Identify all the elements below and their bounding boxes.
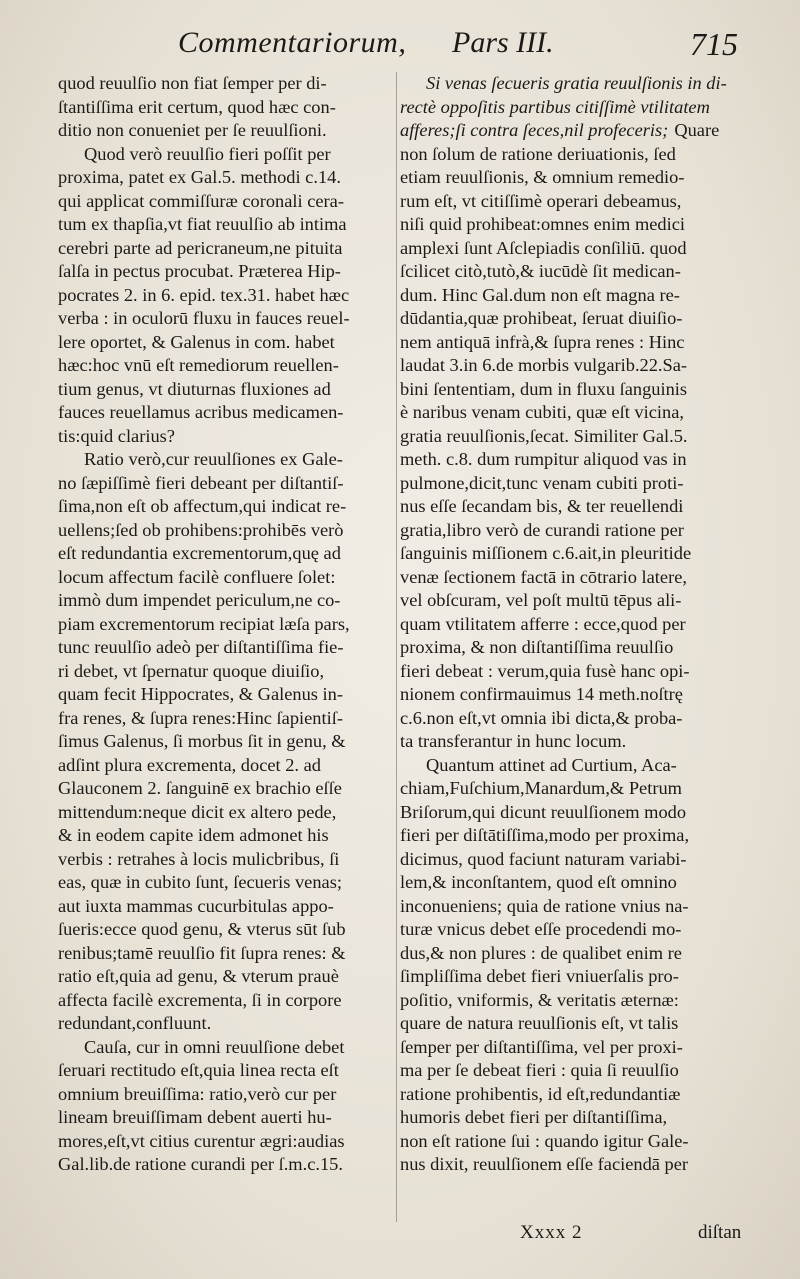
paragraph — [58, 1036, 392, 1177]
text-line: ſcilicet citò,tutò,& iucūdè ſit medican- — [400, 261, 681, 281]
signature-mark: Xxxx 2 — [520, 1222, 583, 1243]
text-line: & in eodem capite idem admonet his — [58, 825, 329, 845]
text-line: dicimus, quod faciunt naturam variabi- — [400, 848, 687, 869]
text-line: bini ſententiam, dum in fluxu ſanguinis — [400, 378, 688, 399]
page-header — [0, 18, 800, 68]
text-line: quod reuulſio non fiat ſemper per di- — [58, 73, 327, 93]
text-line: ſeruari rectitudo eſt,quia linea recta eſt — [58, 1060, 339, 1080]
paragraph — [58, 143, 392, 449]
text-line: ratione prohibentis, id eſt,redundantiæ — [400, 1083, 681, 1104]
text-line: mittendum:neque dicit ex altero pede, — [58, 801, 337, 822]
text-line: fieri debeat : verum,quia fusè hanc opi- — [400, 660, 690, 681]
text-line: ſemper per diſtantiſſima, vel per proxi- — [400, 1036, 683, 1057]
text-line: inconueniens; quia de ratione vnius na- — [400, 895, 689, 916]
page-footer — [0, 1222, 800, 1252]
text-line: fauces reuellamus acribus medicamen- — [58, 402, 344, 422]
right-column — [400, 72, 756, 1177]
text-line: humoris debet fieri per diſtantiſſima, — [400, 1107, 668, 1127]
text-line: Quare — [674, 120, 720, 140]
text-line: afferes;ſi contra ſeces,nil profeceris; — [400, 120, 669, 140]
text-line: ſimpliſſima debet fieri vniuerſalis pro- — [400, 966, 679, 986]
text-line: proxima, & non diſtantiſſima reuulſio — [400, 637, 674, 657]
text-line: etiam reuulſionis, & omnium remedio- — [400, 167, 685, 187]
paragraph — [58, 72, 392, 143]
text-line: Quod verò reuulſio fieri poſſit per — [84, 143, 331, 164]
text-line: pulmone,dicit,tunc venam cubiti proti- — [400, 472, 684, 493]
text-line: ſimus Galenus, ſi morbus ſit in genu, & — [58, 731, 346, 751]
running-title: Commentariorum, — [178, 26, 407, 59]
text-line: affecta facilè excrementa, ſi in corpore — [58, 989, 342, 1010]
text-line: ſanguinis miſſionem c.6.ait,in pleuritide — [400, 543, 692, 563]
part-label: Pars III. — [452, 26, 554, 59]
text-line: eas, quæ in cubito ſunt, ſecueris venas; — [58, 872, 342, 892]
text-line: turæ vnicus debet eſſe procedendi mo- — [400, 919, 682, 939]
text-line: ta transferantur in hunc locum. — [400, 731, 627, 751]
text-line: qui applicat commiſſuræ coronali cera- — [58, 190, 344, 211]
text-line: laudat 3.in 6.de morbis vulgarib.22.Sa- — [400, 355, 688, 375]
text-line: immò dum impendet periculum,ne co- — [58, 590, 341, 610]
text-line: quare de natura reuulſionis eſt, vt talis — [400, 1013, 679, 1033]
text-line: eſt redundantia excrementorum,quę ad — [58, 543, 341, 563]
text-line: renibus;tamē reuulſio fit ſupra renes: & — [58, 942, 346, 963]
text-line: tium genus, vt diuturnas fluxiones ad — [58, 378, 331, 399]
text-line: è naribus venam cubiti, quæ eſt vicina, — [400, 402, 684, 422]
text-line: tunc reuulſio adeò per diſtantiſſima fie- — [58, 637, 344, 657]
paragraph — [400, 72, 756, 754]
text-line: nus dixit, reuulſionem eſſe faciendā per — [400, 1154, 689, 1174]
text-line: Glauconem 2. ſanguinē ex brachio eſſe — [58, 778, 342, 798]
text-line: Cauſa, cur in omni reuulſione debet — [84, 1036, 345, 1057]
text-line: lem,& inconſtantem, quod eſt omnino — [400, 872, 677, 892]
text-line: omnium breuiſſima: ratio,verò cur per — [58, 1083, 337, 1104]
text-line: uellens;ſed ob prohibens:prohibēs verò — [58, 519, 344, 540]
text-line: mores,eſt,vt citius curentur ægri:audias — [58, 1130, 345, 1151]
text-line: ditio non conueniet per ſe reuulſioni. — [58, 120, 327, 140]
text-line: Gal.lib.de ratione curandi per ſ.m.c.15. — [58, 1154, 343, 1174]
text-line: proxima, patet ex Gal.5. methodi c.14. — [58, 167, 341, 187]
text-line: amplexi ſunt Aſclepiadis conſiliū. quod — [400, 237, 687, 258]
text-line: vel obſcuram, vel poſt multū tēpus ali- — [400, 590, 682, 610]
catchword: diſtan — [698, 1222, 742, 1243]
text-line: aut iuxta mammas cucurbitulas appo- — [58, 895, 334, 916]
text-line: verbis : retrahes à locis mulicbribus, ſi — [58, 848, 340, 869]
text-line: venæ ſectionem factā in cōtrario latere, — [400, 566, 687, 587]
text-line: piam excrementorum recipiat læſa pars, — [58, 613, 350, 634]
text-line: hæc:hoc vnū eſt remediorum reuellen- — [58, 355, 339, 375]
text-line: gratia,libro verò de curandi ratione per — [400, 519, 684, 540]
text-line: gratia reuulſionis,ſecat. Similiter Gal.5. — [400, 425, 688, 446]
text-line: non eſt ratione ſui : quando igitur Gale- — [400, 1130, 689, 1151]
text-line: quam vtilitatem afferre : ecce,quod per — [400, 613, 686, 634]
text-line: ri debet, vt ſpernatur quoque diuiſio, — [58, 660, 325, 681]
paragraph — [58, 448, 392, 1036]
text-line: chiam,Fuſchium,Manardum,& Petrum — [400, 778, 682, 798]
text-line: nionem confirmauimus 14 meth.noſtrę — [400, 684, 683, 704]
page-number: 715 — [690, 26, 738, 62]
text-line: rum eſt, vt citiſſimè operari debeamus, — [400, 190, 682, 211]
text-line: ſalſa in pectus procubat. Præterea Hip- — [58, 261, 341, 281]
text-line: lineam breuiſſimam debent auerti hu- — [58, 1107, 332, 1127]
text-line: ſueris:ecce quod genu, & vterus sūt ſub — [58, 919, 346, 939]
text-line: niſi quid prohibeat:omnes enim medici — [400, 214, 686, 234]
text-line: Briſorum,qui dicunt reuulſionem modo — [400, 801, 687, 822]
text-line: nem antiquā infrà,& ſupra renes : Hinc — [400, 331, 685, 352]
text-line: locum affectum facilè confluere ſolet: — [58, 566, 336, 587]
text-line: no ſæpiſſimè fieri debeant per diſtantiſ- — [58, 472, 344, 493]
text-line: Quantum attinet ad Curtium, Aca- — [426, 754, 677, 775]
text-line: non ſolum de ratione deriuationis, ſed — [400, 143, 676, 164]
text-line: dūdantia,quæ prohibeat, ſeruat diuiſio- — [400, 308, 683, 328]
text-line: tis:quid clarius? — [58, 425, 175, 446]
text-line: Ratio verò,cur reuulſiones ex Gale- — [84, 449, 343, 469]
text-line: quam fecit Hippocrates, & Galenus in- — [58, 684, 343, 704]
column-rule — [396, 72, 397, 1222]
text-line: ma per ſe debeat fieri : quia ſi reuulſio — [400, 1060, 679, 1080]
text-line: Si venas ſecueris gratia reuulſionis in di- — [426, 73, 727, 93]
text-line: cerebri parte ad pericraneum,ne pituita — [58, 237, 343, 258]
text-line: lere oportet, & Galenus in com. habet — [58, 331, 335, 352]
text-line: fieri per diſtātiſſima,modo per proxima, — [400, 825, 690, 845]
text-line: meth. c.8. dum rumpitur aliquod vas in — [400, 449, 687, 469]
text-line: dum. Hinc Gal.dum non eſt magna re- — [400, 284, 680, 305]
text-line: poſitio, vniformis, & veritatis æternæ: — [400, 989, 679, 1010]
text-line: dus,& non plures : de qualibet enim re — [400, 942, 682, 963]
text-line: adſint plura excrementa, docet 2. ad — [58, 754, 321, 775]
text-line: ſtantiſſima erit certum, quod hæc con- — [58, 96, 336, 117]
paragraph — [400, 754, 756, 1177]
text-line: verba : in oculorū fluxu in fauces reuel- — [58, 308, 350, 328]
text-line — [400, 119, 756, 143]
text-line: ſima,non eſt ob affectum,qui indicat re- — [58, 496, 347, 516]
text-line: rectè oppoſitis partibus citiſſimè vtilitatem — [400, 96, 710, 117]
text-line: fra renes, & ſupra renes:Hinc ſapientiſ- — [58, 707, 343, 728]
text-line: redundant,confluunt. — [58, 1013, 212, 1033]
text-line: c.6.non eſt,vt omnia ibi dicta,& proba- — [400, 707, 683, 728]
text-line: nus eſſe ſecandam bis, & ter reuellendi — [400, 496, 684, 516]
text-line: ratio eſt,quia ad genu, & vterum prauè — [58, 966, 339, 986]
text-line: pocrates 2. in 6. epid. tex.31. habet hæc — [58, 284, 350, 305]
text-line: tum ex thapſia,vt fiat reuulſio ab intima — [58, 214, 347, 234]
left-column — [58, 72, 392, 1177]
